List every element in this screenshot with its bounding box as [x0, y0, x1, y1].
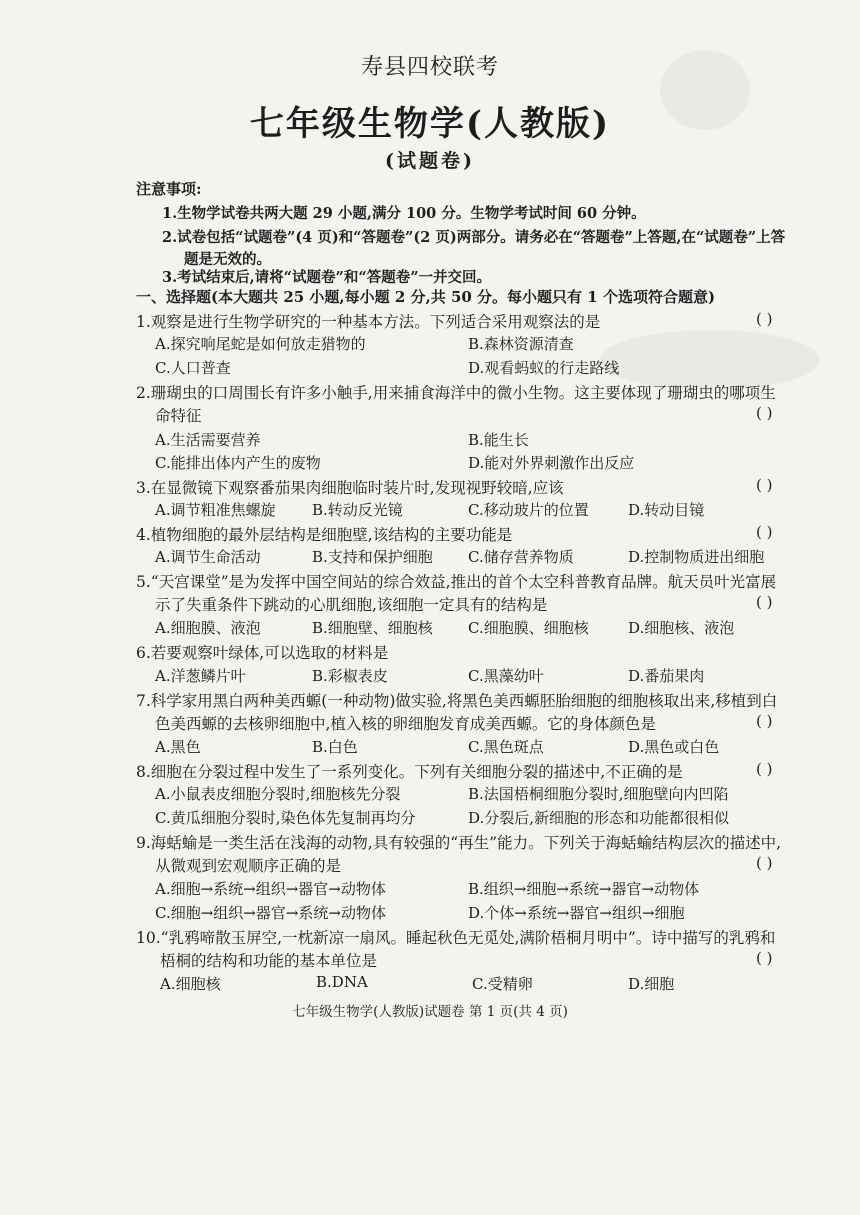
answer-parentheses: ( ) [756, 712, 773, 730]
question-stem: 2.珊瑚虫的口周围长有许多小触手,用来捕食海洋中的微小生物。这主要体现了珊瑚虫的哪项生 [136, 384, 776, 402]
page-footer: 七年级生物学(人教版)试题卷 第 1 页(共 4 页) [292, 1004, 568, 1020]
option-b: B.组织→细胞→系统→器官→动物体 [468, 880, 700, 898]
option-c: C.移动玻片的位置 [468, 501, 589, 519]
option-a: A.生活需要营养 [155, 431, 261, 449]
option-d: D.个体→系统→器官→组织→细胞 [468, 904, 685, 922]
option-b: B.细胞壁、细胞核 [312, 619, 433, 637]
notice-heading: 注意事项: [136, 180, 202, 198]
option-b: B.法国梧桐细胞分裂时,细胞壁向内凹陷 [468, 785, 729, 803]
option-a: A.调节粗准焦螺旋 [155, 501, 276, 519]
exam-subtitle: (试题卷) [385, 150, 475, 172]
option-a: A.调节生命活动 [155, 548, 261, 566]
section-title: 一、选择题(本大题共 25 小题,每小题 2 分,共 50 分。每小题只有 1 个选项符合题意) [136, 288, 716, 306]
answer-parentheses: ( ) [756, 760, 773, 778]
answer-parentheses: ( ) [756, 854, 773, 872]
option-b: B.彩椒表皮 [312, 667, 388, 685]
question-stem-cont: 示了失重条件下跳动的心肌细胞,该细胞一定具有的结构是 [155, 596, 548, 614]
answer-parentheses: ( ) [756, 476, 773, 494]
question-stem: 9.海蛞蝓是一类生活在浅海的动物,具有较强的“再生”能力。下列关于海蛞蝓结构层次的描述中, [136, 834, 781, 852]
answer-parentheses: ( ) [756, 949, 773, 967]
exam-title: 七年级生物学(人教版) [249, 104, 611, 144]
question-stem: 10.“乳鸦啼散玉屏空,一枕新凉一扇风。睡起秋色无觅处,满阶梧桐月明中”。诗中描写的乳鸦和 [136, 929, 776, 947]
option-b: B.能生长 [468, 431, 529, 449]
option-d: D.分裂后,新细胞的形态和功能都很相似 [468, 809, 730, 827]
option-d: D.番茄果肉 [628, 667, 705, 685]
question-stem: 5.“天宫课堂”是为发挥中国空间站的综合效益,推出的首个太空科普教育品牌。航天员叶光富展 [136, 573, 777, 591]
notice-item: 2.试卷包括“试题卷”(4 页)和“答题卷”(2 页)两部分。请务必在“答题卷”上答题,在“试题卷”上答 [162, 229, 786, 246]
option-a: A.细胞核 [160, 975, 221, 993]
option-b: B.支持和保护细胞 [312, 548, 433, 566]
option-c: C.储存营养物质 [468, 548, 574, 566]
option-a: A.小鼠表皮细胞分裂时,细胞核先分裂 [155, 785, 401, 803]
question-stem-cont: 从微观到宏观顺序正确的是 [155, 857, 342, 875]
notice-item: 3.考试结束后,请将“试题卷”和“答题卷”一并交回。 [162, 269, 492, 286]
question-stem: 4.植物细胞的最外层结构是细胞壁,该结构的主要功能是 [136, 526, 513, 544]
question-stem-cont: 命特征 [155, 407, 202, 425]
option-c: C.细胞膜、细胞核 [468, 619, 589, 637]
option-d: D.黑色或白色 [628, 738, 720, 756]
option-b: B.森林资源清查 [468, 335, 574, 353]
option-c: C.黑色斑点 [468, 738, 544, 756]
option-d: D.能对外界刺激作出反应 [468, 454, 635, 472]
question-stem: 1.观察是进行生物学研究的一种基本方法。下列适合采用观察法的是 [136, 313, 601, 331]
option-c: C.黄瓜细胞分裂时,染色体先复制再均分 [155, 809, 416, 827]
option-b: B.白色 [312, 738, 358, 756]
option-c: C.人口普查 [155, 359, 231, 377]
option-a: A.细胞膜、液泡 [155, 619, 261, 637]
option-c: C.黑藻幼叶 [468, 667, 544, 685]
question-stem-cont: 梧桐的结构和功能的基本单位是 [160, 952, 378, 970]
notice-item: 1.生物学试卷共两大题 29 小题,满分 100 分。生物学考试时间 60 分钟。 [162, 205, 646, 222]
question-stem: 8.细胞在分裂过程中发生了一系列变化。下列有关细胞分裂的描述中,不正确的是 [136, 763, 683, 781]
option-c: C.细胞→组织→器官→系统→动物体 [155, 904, 386, 922]
question-stem-cont: 色美西螈的去核卵细胞中,植入核的卵细胞发育成美西螈。它的身体颜色是 [155, 715, 656, 733]
option-b: B.DNA [316, 973, 368, 991]
answer-parentheses: ( ) [756, 404, 773, 422]
question-stem: 7.科学家用黑白两种美西螈(一种动物)做实验,将黑色美西螈胚胎细胞的细胞核取出来,移植到白 [136, 692, 778, 710]
option-c: C.能排出体内产生的废物 [155, 454, 321, 472]
answer-parentheses: ( ) [756, 523, 773, 541]
option-d: D.观看蚂蚁的行走路线 [468, 359, 620, 377]
option-d: D.细胞 [628, 975, 675, 993]
option-d: D.细胞核、液泡 [628, 619, 735, 637]
option-d: D.控制物质进出细胞 [628, 548, 765, 566]
school-name: 寿县四校联考 [360, 55, 499, 80]
option-a: A.细胞→系统→组织→器官→动物体 [155, 880, 386, 898]
notice-item: 题是无效的。 [184, 251, 271, 268]
answer-parentheses: ( ) [756, 593, 773, 611]
option-b: B.转动反光镜 [312, 501, 403, 519]
option-a: A.洋葱鳞片叶 [155, 667, 246, 685]
question-stem: 3.在显微镜下观察番茄果肉细胞临时装片时,发现视野较暗,应该 [136, 479, 564, 497]
question-stem: 6.若要观察叶绿体,可以选取的材料是 [136, 644, 389, 662]
option-c: C.受精卵 [472, 975, 533, 993]
option-a: A.黑色 [155, 738, 201, 756]
option-d: D.转动目镜 [628, 501, 705, 519]
answer-parentheses: ( ) [756, 310, 773, 328]
option-a: A.探究响尾蛇是如何放走猎物的 [155, 335, 366, 353]
